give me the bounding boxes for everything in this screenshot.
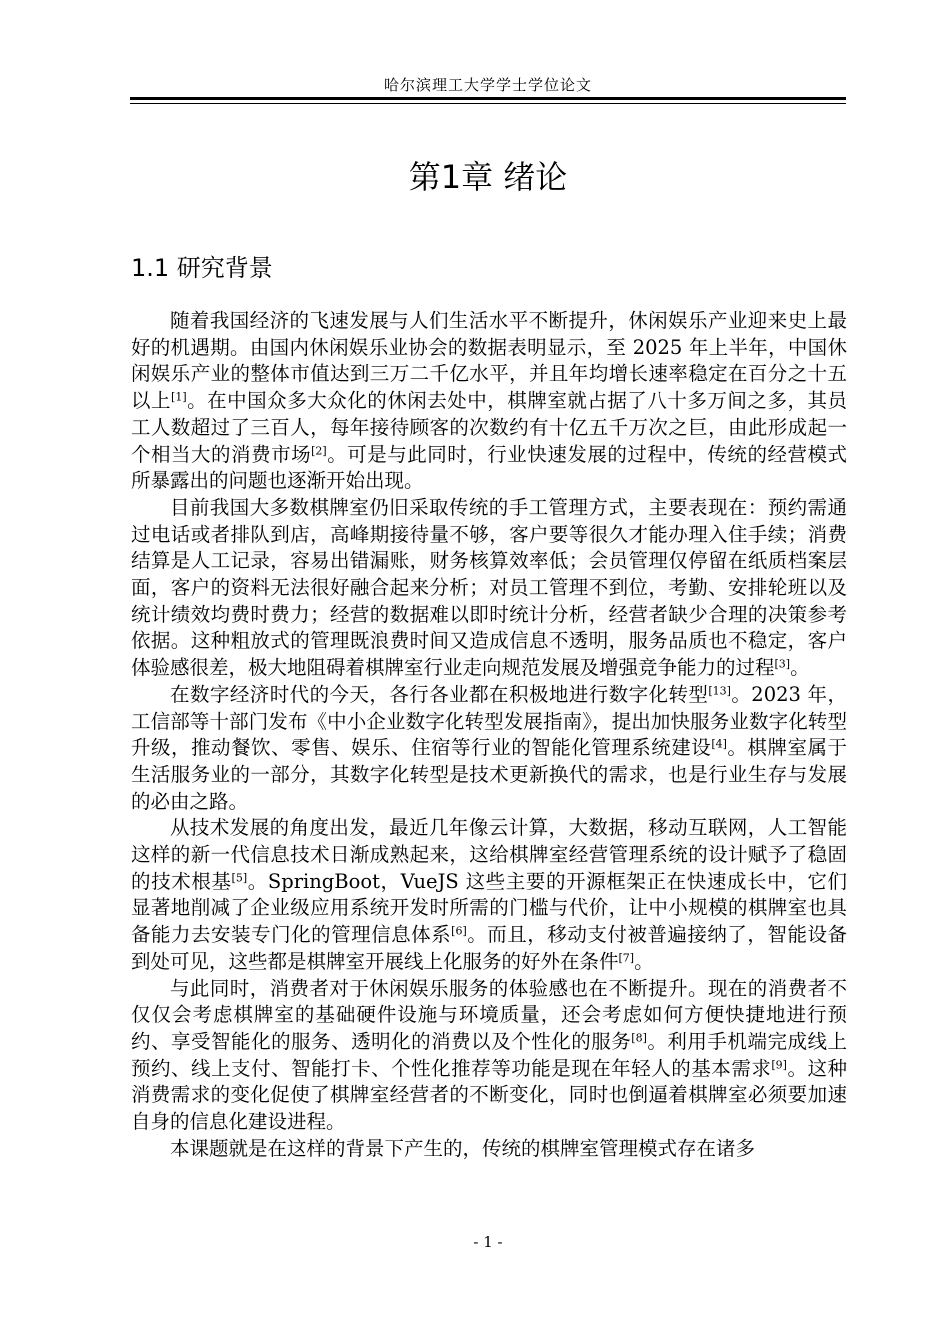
paragraph-text: 。而且，移动支付被普遍接纳了，智能设备到处可见，这些都是棋牌室开展线上化服务的好外在条件 [131, 923, 847, 973]
header-rule-thin [130, 103, 846, 104]
body-paragraph [131, 308, 847, 495]
paragraph-text: 从技术发展的角度出发，最近几年像云计算，大数据，移动互联网，人工智能这样的新一代信息技术日渐成熟起来，这给棋牌室经营管理系统的设计赋予了稳固的技术根基 [131, 816, 847, 893]
paragraph-text: 本课题就是在这样的背景下产生的，传统的棋牌室管理模式存在诸多 [170, 1136, 756, 1160]
paragraph-text: 在数字经济时代的今天，各行各业都在积极地进行数字化转型 [170, 682, 709, 706]
citation-ref: [6] [451, 924, 467, 938]
citation-ref: [3] [774, 657, 791, 671]
paragraph-text: 。棋牌室属于生活服务业的一部分，其数字化转型是技术更新换代的需求，也是行业生存与发展的必由之路。 [131, 736, 847, 813]
paragraph-text: 。在中国众多大众化的休闲去处中，棋牌室就占据了八十多万间之多，其员工人数超过了三百人，每年接待顾客的次数约有十亿五千万次之巨，由此形成起一个相当大的消费市场 [131, 389, 847, 466]
header-rule-thick [130, 97, 846, 100]
paragraph-text: 。这种消费需求的变化促使了棋牌室经营者的不断变化，同时也倒逼着棋牌室必须要加速自身的信息化建设进程。 [131, 1056, 847, 1134]
paragraph-text: 。 [790, 656, 810, 680]
body-paragraph [131, 815, 847, 975]
paragraph-text: 随着我国经济的飞速发展与人们生活水平不断提升，休闲娱乐产业迎来史上最好的机遇期。由国内休闲娱乐业协会的数据表明显示，至 2025 年上半年，中国休闲娱乐产业的整体市值达到三万二千亿水平，并且年均增长速率稳定在百分之十五以上 [131, 309, 847, 413]
citation-ref: [8] [631, 1031, 647, 1045]
header-title: 哈尔滨理工大学学士学位论文 [383, 76, 592, 94]
paragraph-text: 。2023 年，工信部等十部门发布《中小企业数字化转型发展指南》，提出加快服务业数字化转型升级，推动餐饮、零售、娱乐、住宿等行业的智能化管理系统建设 [131, 682, 847, 760]
paragraph-text: 与此同时，消费者对于休闲娱乐服务的体验感也在不断提升。现在的消费者不仅仅会考虑棋牌室的基础硬件设施与环境质量，还会考虑如何方便快捷地进行预约、享受智能化的服务、透明化的消费以及个性化的服务 [131, 976, 847, 1053]
citation-ref: [7] [618, 951, 635, 965]
citation-ref: [5] [231, 871, 248, 885]
body-paragraph [131, 1136, 847, 1163]
body-paragraph [131, 495, 847, 682]
citation-ref: [9] [771, 1058, 787, 1072]
body-text [131, 308, 847, 1163]
citation-ref: [4] [711, 737, 727, 751]
paragraph-text: 。SpringBoot，VueJS 这些主要的开源框架正在快速成长中，它们显著地削减了企业级应用系统开发时所需的门槛与代价，让中小规模的棋牌室也具备能力去安装专门化的管理信息体系 [131, 869, 847, 947]
citation-ref: [13] [708, 684, 731, 698]
paragraph-text: 目前我国大多数棋牌室仍旧采取传统的手工管理方式，主要表现在：预约需通过电话或者排队到店，高峰期接待量不够，客户要等很久才能办理入住手续；消费结算是人工记录，容易出错漏账，财务核算效率低；会员管理仅停留在纸质档案层面，客户的资料无法很好融合起来分析；对员工管理不到位，考勤、安排轮班以及统计绩效均费时费力；经营的数据难以即时统计分析，经营者缺少合理的决策参考依据。这种粗放式的管理既浪费时间又造成信息不透明，服务品质也不稳定，客户体验感很差，极大地阻碍着棋牌室行业走向规范发展及增强竞争能力的过程 [131, 495, 847, 680]
page-number: - 1 - [473, 1233, 503, 1251]
chapter-title: 第1章 绪论 [408, 158, 568, 196]
paragraph-text: 。 [634, 949, 654, 973]
paragraph-text: 。利用手机端完成线上预约、线上支付、智能打卡、个性化推荐等功能是现在年轻人的基本需求 [131, 1029, 847, 1080]
body-paragraph [131, 976, 847, 1136]
body-paragraph [131, 682, 847, 816]
paragraph-text: 。可是与此同时，行业快速发展的过程中，传统的经营模式所暴露出的问题也逐渐开始出现。 [131, 442, 847, 493]
citation-ref: [1] [171, 390, 187, 404]
citation-ref: [2] [311, 443, 327, 457]
section-title: 1.1 研究背景 [131, 254, 273, 282]
